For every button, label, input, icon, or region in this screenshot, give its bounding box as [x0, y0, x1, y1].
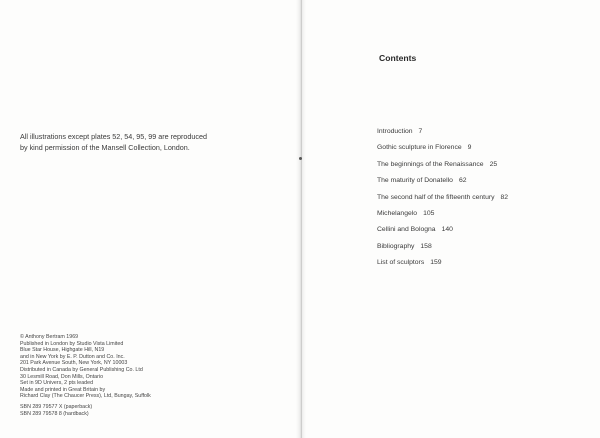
toc-entry-title: Introduction	[377, 128, 413, 135]
toc-entry-title: Cellini and Bologna	[377, 226, 436, 234]
imprint-line: Published in London by Studio Vista Limited	[20, 340, 124, 347]
toc-entry	[377, 143, 577, 159]
toc-entry	[377, 160, 577, 176]
permission-notice	[20, 132, 290, 153]
isbn-line: SBN 289 79578 8 (hardback)	[20, 410, 89, 417]
toc-entry-title: Michelangelo	[377, 209, 418, 217]
imprint-line: 201 Park Avenue South, New York, NY 10003	[20, 360, 128, 367]
toc-entry	[377, 258, 577, 274]
imprint-line: Set in 9D Univers, 2 pts leaded	[20, 380, 94, 387]
imprint-line: Distributed in Canada by General Publishing Co. Ltd	[20, 366, 143, 373]
toc-entry-page: 158	[420, 242, 432, 250]
imprint-line: Blue Star House, Highgate Hill, N19	[20, 347, 105, 354]
toc-entry-title: The maturity of Donatello	[377, 177, 453, 185]
imprint-block	[20, 334, 280, 417]
toc-entry-title: Gothic sculpture in Florence	[377, 144, 462, 152]
toc-entry	[377, 176, 577, 192]
toc-entry-page: 140	[441, 226, 453, 234]
toc-entry-title: The beginnings of the Renaissance	[377, 160, 484, 168]
toc-entry	[377, 225, 577, 241]
imprint-line: 30 Lesmill Road, Don Mills, Ontario	[20, 373, 104, 380]
toc-entry-page: 25	[489, 160, 498, 168]
isbn-line: SBN 289 79577 X (paperback)	[20, 403, 93, 410]
imprint-line: © Anthony Bertram 1969	[20, 334, 79, 340]
toc-entry-page: 82	[500, 193, 509, 201]
permission-line: All illustrations except plates 52, 54, 95, 99 are reproduced	[20, 132, 207, 141]
imprint-line: and in New York by E. P. Dutton and Co. Inc.	[20, 353, 125, 360]
toc-entry-page: 159	[430, 259, 442, 267]
permission-line: by kind permission of the Mansell Collection, London.	[20, 142, 190, 152]
toc-entry-page: 105	[423, 209, 435, 217]
toc-entry	[377, 127, 577, 143]
toc-entry-page: 7	[418, 128, 423, 135]
contents-heading: Contents	[379, 53, 417, 63]
toc-entry-page: 62	[458, 177, 467, 185]
toc-entry-title: List of sculptors	[377, 259, 425, 267]
toc-entry	[377, 242, 577, 258]
toc-entry-title: The second half of the fifteenth century	[377, 193, 495, 201]
imprint-line: Made and printed in Great Britain by	[20, 386, 106, 393]
imprint-line: Richard Clay (The Chaucer Press), Ltd, Bungay, Suffolk	[20, 393, 151, 400]
toc-entry	[377, 209, 577, 225]
toc-entry-title: Bibliography	[377, 242, 415, 250]
toc-entry	[377, 193, 577, 209]
table-of-contents	[377, 127, 577, 275]
toc-entry-page: 9	[467, 144, 472, 152]
